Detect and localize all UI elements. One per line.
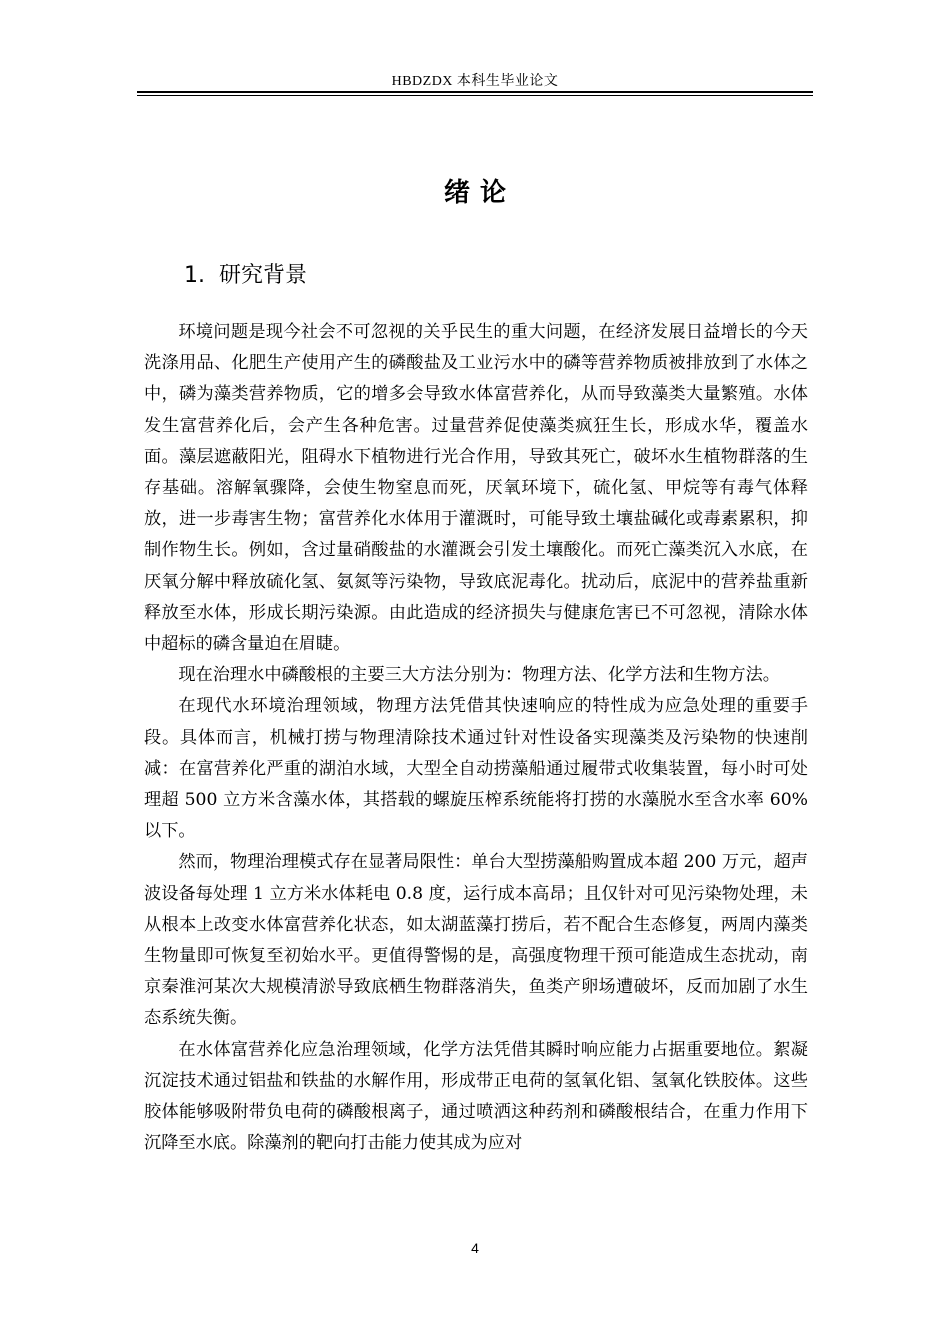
- body-text: [144, 317, 808, 1159]
- page-number: 4: [471, 1240, 479, 1256]
- section-title: 研究背景: [219, 263, 308, 288]
- section-number: 1.: [184, 263, 205, 288]
- header-rule-thick: [137, 91, 813, 93]
- paragraph: 在水体富营养化应急治理领域，化学方法凭借其瞬时响应能力占据重要地位。絮凝沉淀技术通过铝盐和铁盐的水解作用，形成带正电荷的氢氧化铝、氢氧化铁胶体。这些胶体能够吸附带负电荷的磷酸根离子，通过喷洒这种药剂和磷酸根结合，在重力作用下沉降至水底。除藻剂的靶向打击能力使其成为应对: [144, 1039, 808, 1154]
- chapter-title: 绪论: [443, 178, 516, 208]
- header-rule-thin: [137, 95, 813, 96]
- paragraph: 然而，物理治理模式存在显著局限性：单台大型捞藻船购置成本超 200 万元，超声波设备每处理 1 立方米水体耗电 0.8 度，运行成本高昂；且仅针对可见污染物处理，未从根本上改变水体富营养化状态，如太湖蓝藻打捞后，若不配合生态修复，两周内藻类生物量即可恢复至初始水平。更值得警惕的是，高强度物理干预可能造成生态扰动，南京秦淮河某次大规模清淤导致底栖生物群落消失，鱼类产卵场遭破坏，反而加剧了水生态系统失衡。: [144, 852, 808, 1029]
- paragraph: 在现代水环境治理领域，物理方法凭借其快速响应的特性成为应急处理的重要手段。具体而言，机械打捞与物理清除技术通过针对性设备实现藻类及污染物的快速削减：在富营养化严重的湖泊水域，大型全自动捞藻船通过履带式收集装置，每小时可处理超 500 立方米含藻水体，其搭载的螺旋压榨系统能将打捞的水藻脱水至含水率 60% 以下。: [144, 696, 808, 842]
- section-heading: [184, 258, 307, 289]
- running-header: HBDZDX 本科生毕业论文: [391, 74, 559, 89]
- paragraph: 环境问题是现今社会不可忽视的关乎民生的重大问题，在经济发展日益增长的今天洗涤用品、化肥生产使用产生的磷酸盐及工业污水中的磷等营养物质被排放到了水体之中，磷为藻类营养物质，它的增多会导致水体富营养化，从而导致藻类大量繁殖。水体发生富营养化后，会产生各种危害。过量营养促使藻类疯狂生长，形成水华，覆盖水面。藻层遮蔽阳光，阻碍水下植物进行光合作用，导致其死亡，破坏水生植物群落的生存基础。溶解氧骤降，会使生物窒息而死，厌氧环境下，硫化氢、甲烷等有毒气体释放，进一步毒害生物；富营养化水体用于灌溉时，可能导致土壤盐碱化或毒素累积，抑制作物生长。例如，含过量硝酸盐的水灌溉会引发土壤酸化。而死亡藻类沉入水底，在厌氧分解中释放硫化氢、氨氮等污染物，导致底泥毒化。扰动后，底泥中的营养盐重新释放至水体，形成长期污染源。由此造成的经济损失与健康危害已不可忽视，清除水体中超标的磷含量迫在眉睫。: [144, 322, 808, 655]
- paragraph: 现在治理水中磷酸根的主要三大方法分别为：物理方法、化学方法和生物方法。: [178, 665, 780, 686]
